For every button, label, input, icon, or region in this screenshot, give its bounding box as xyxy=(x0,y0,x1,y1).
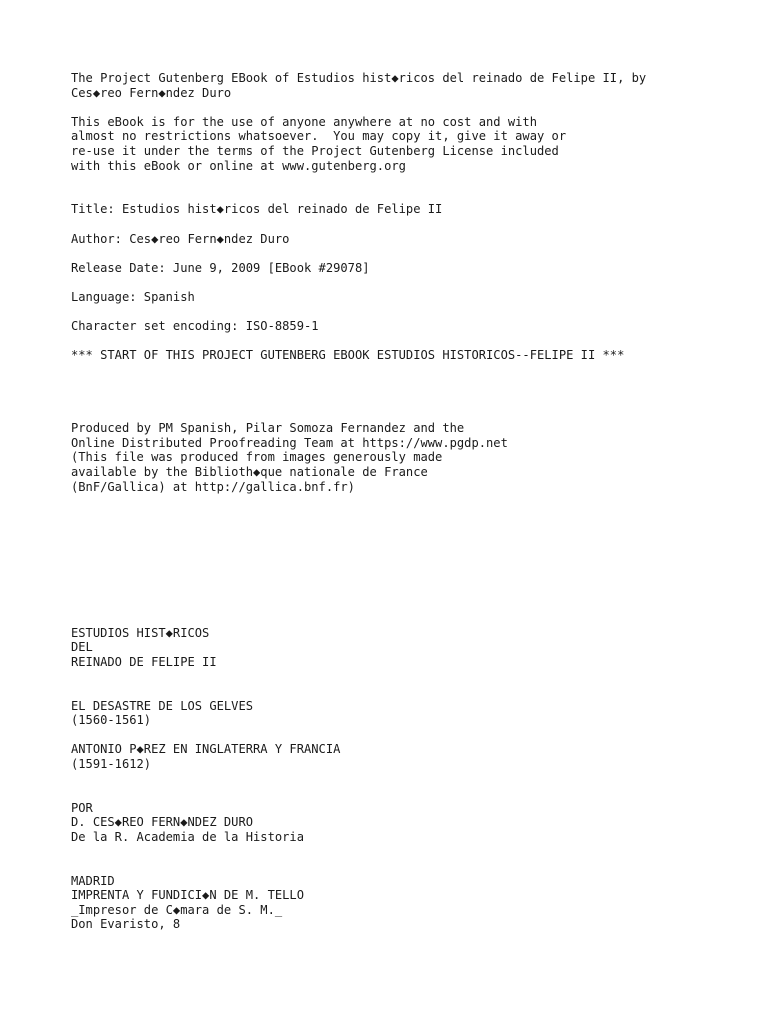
ebook-text-body: The Project Gutenberg EBook of Estudios hist◆ricos del reinado de Felipe II, by Ces◆reo Fern◆ndez Duro This eBook is for the use of anyone anywhere at no cost and with almost no restrictions whatsoever. You may copy it, give it away or re-use it under the terms of the Project Gutenberg License included with this eBook or online at www.gutenberg.org Title: Estudios hist◆ricos del reinado de Felipe II Author: Ces◆reo Fern◆ndez Duro Release Date: June 9, 2009 [EBook #29078] Language: Spanish Character set encoding: ISO-8859-1 *** START OF THIS PROJECT GUTENBERG EBOOK ESTUDIOS HISTORICOS--FELIPE II *** Produced by PM Spanish, Pilar Somoza Fernandez and the Online Distributed Proofreading Team at https://www.pgdp.net (This file was produced from images generously made available by the Biblioth◆que nationale de France (BnF/Gallica) at http://gallica.bnf.fr) ESTUDIOS HIST◆RICOS DEL REINADO DE FELIPE II EL DESASTRE DE LOS GELVES (1560-1561) ANTONIO P◆REZ EN INGLATERRA Y FRANCIA (1591-1612) POR D. CES◆REO FERN◆NDEZ DURO De la R. Academia de la Historia MADRID IMPRENTA Y FUNDICI◆N DE M. TELLO _Impresor de C◆mara de S. M._ Don Evaristo, 8 xyxy=(71,71,647,932)
